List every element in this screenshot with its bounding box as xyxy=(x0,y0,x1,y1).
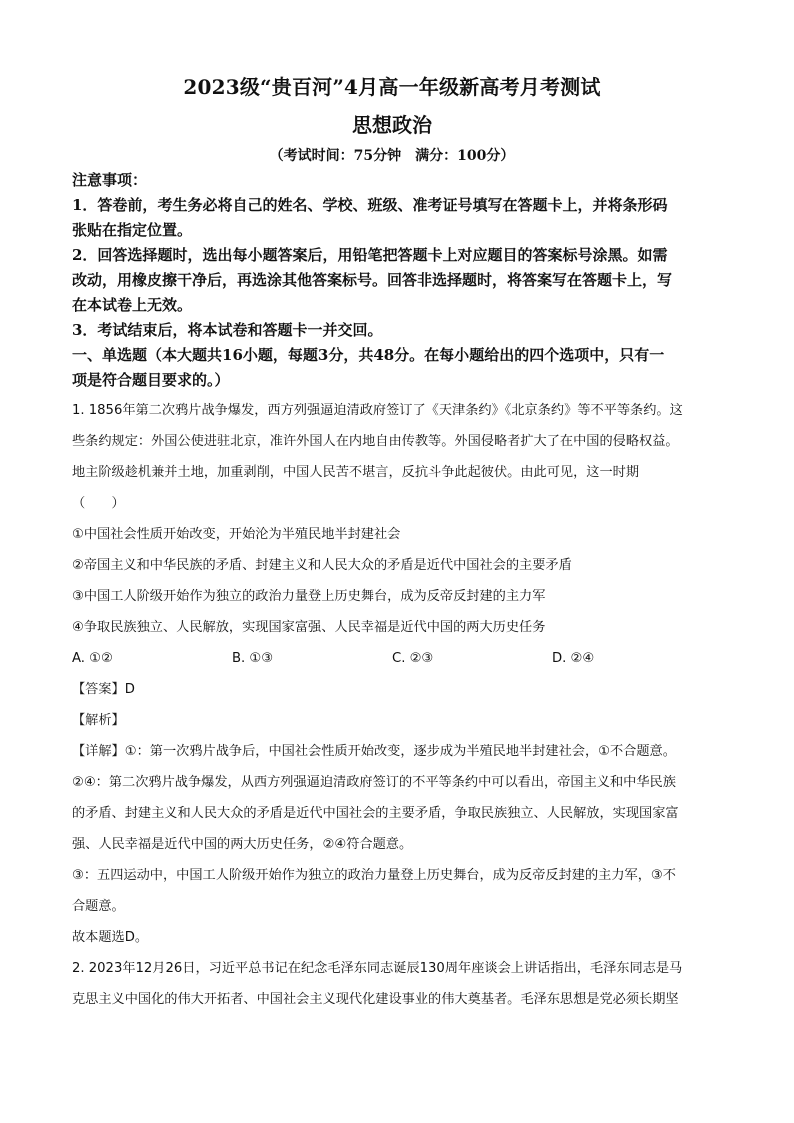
notice-line: 改动，用橡皮擦干净后，再选涂其他答案标号。回答非选择题时，将答案写在答题卡上，写 xyxy=(72,271,673,289)
statement-2: ②帝国主义和中华民族的矛盾、封建主义和人民大众的矛盾是近代中国社会的主要矛盾 xyxy=(72,558,572,573)
notice-line: 在本试卷上无效。 xyxy=(72,296,193,314)
question-stem-line: 2. 2023年12月26日，习近平总书记在纪念毛泽东同志诞辰130周年座谈会上讲话指出，毛泽东同志是马 xyxy=(72,961,683,976)
notice-line: 张贴在指定位置。 xyxy=(72,221,193,239)
analysis-label: 【解析】 xyxy=(72,713,125,728)
option-c: C. ②③ xyxy=(392,651,434,666)
answer-line xyxy=(72,674,712,705)
notice-block xyxy=(72,168,712,343)
detail-line: 的矛盾、封建主义和人民大众的矛盾是近代中国社会的主要矛盾，争取民族独立、人民解放，实现国家富 xyxy=(72,806,679,821)
question-stem-line: 些条约规定：外国公使进驻北京，准许外国人在内地自由传教等。外国侵略者扩大了在中国的侵略权益。 xyxy=(72,434,679,449)
analysis-line xyxy=(72,705,712,736)
detail-label: 【详解】 xyxy=(72,744,125,759)
detail-line: 强、人民幸福是近代中国的两大历史任务，②④符合题意。 xyxy=(72,837,413,852)
notice-line: 2．回答选择题时，选出每小题答案后，用铅笔把答题卡上对应题目的答案标号涂黑。如需 xyxy=(72,246,668,264)
option-b: B. ①③ xyxy=(232,651,274,666)
option-a: A. ①② xyxy=(72,651,113,666)
exam-info: （考试时间：75分钟 满分：100分） xyxy=(269,148,515,164)
detail-line: 合题意。 xyxy=(72,899,125,914)
answer-bracket: （ ） xyxy=(72,496,125,511)
detail-text: ①：第一次鸦片战争后，中国社会性质开始改变，逐步成为半殖民地半封建社会，①不合题意。 xyxy=(124,744,676,759)
question-stem-line: 1. 1856年第二次鸦片战争爆发，西方列强逼迫清政府签订了《天津条约》《北京条约》等不平等条约。这 xyxy=(72,403,683,418)
question-stem-line: 地主阶级趁机兼并土地，加重剥削，中国人民苦不堪言，反抗斗争此起彼伏。由此可见，这一时期 xyxy=(72,465,640,480)
detail-conclusion: 故本题选D。 xyxy=(72,930,149,945)
notice-heading: 注意事项： xyxy=(72,171,148,189)
section-header: 一、单选题（本大题共16小题，每题3分，共48分。在每小题给出的四个选项中，只有一 xyxy=(72,346,665,364)
options-row xyxy=(72,643,712,674)
exam-title: 2023级“贵百河”4月高一年级新高考月考测试 xyxy=(183,75,601,99)
detail-line: ③：五四运动中，中国工人阶级开始作为独立的政治力量登上历史舞台，成为反帝反封建的主力军，③不 xyxy=(72,868,676,883)
subject-title: 思想政治 xyxy=(352,113,432,137)
notice-line: 1．答卷前，考生务必将自己的姓名、学校、班级、准考证号填写在答题卡上，并将条形码 xyxy=(72,196,668,214)
question-1 xyxy=(72,395,712,953)
statement-1: ①中国社会性质开始改变，开始沦为半殖民地半封建社会 xyxy=(72,527,401,542)
answer-value: D xyxy=(124,682,135,697)
detail-line: ②④：第二次鸦片战争爆发，从西方列强逼迫清政府签订的不平等条约中可以看出，帝国主义和中华民族 xyxy=(72,775,676,790)
section-header: 项是符合题目要求的。） xyxy=(72,371,230,389)
option-d: D. ②④ xyxy=(552,651,595,666)
question-2 xyxy=(72,953,712,1015)
notice-line: 3．考试结束后，将本试卷和答题卡一并交回。 xyxy=(72,321,383,339)
statement-3: ③中国工人阶级开始作为独立的政治力量登上历史舞台，成为反帝反封建的主力军 xyxy=(72,589,546,604)
answer-label: 【答案】 xyxy=(72,682,125,697)
statement-4: ④争取民族独立、人民解放，实现国家富强、人民幸福是近代中国的两大历史任务 xyxy=(72,620,546,635)
question-stem-line: 克思主义中国化的伟大开拓者、中国社会主义现代化建设事业的伟大奠基者。毛泽东思想是党必须长期坚 xyxy=(72,992,679,1007)
detail-line xyxy=(72,736,712,767)
